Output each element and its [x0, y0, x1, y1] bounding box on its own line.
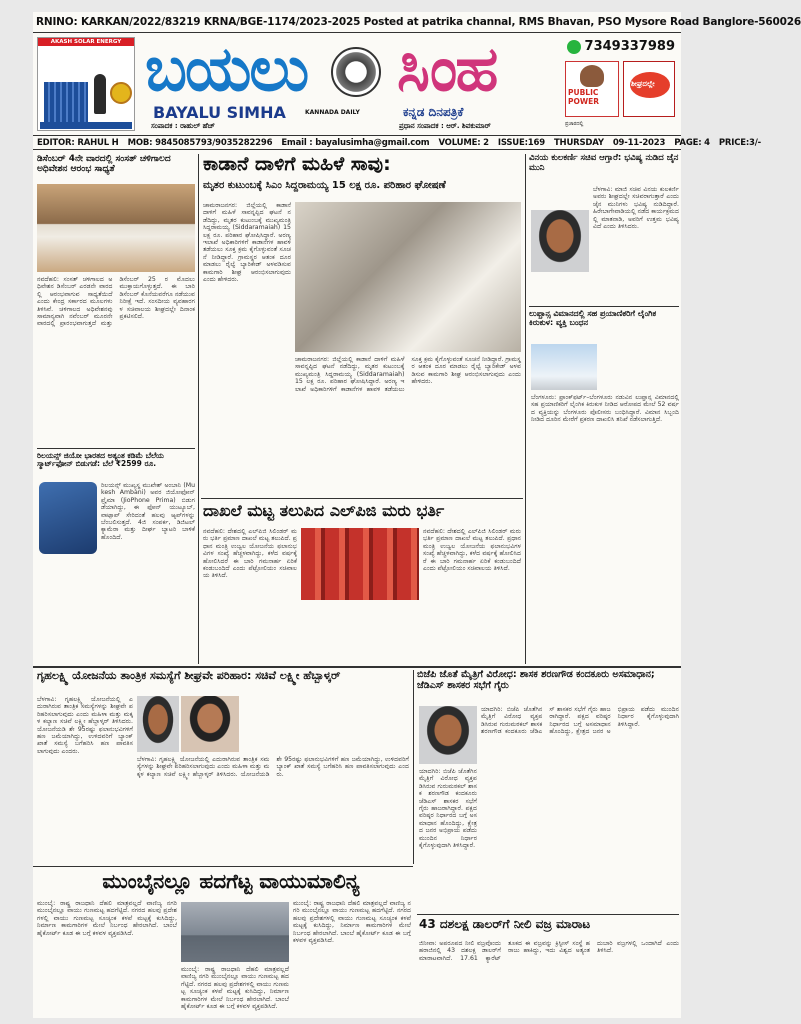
- divider: [33, 866, 413, 867]
- public-power-label: PUBLIC POWER: [568, 88, 600, 106]
- bjp-text-left: ಯಾದಗಿರಿ: ಬಿಜೆಪಿ ಜೊತೆಗಿನ ಮೈತ್ರಿಗೆ ವಿರೋಧ ವ್ಯಕ್ತಪಡಿಸಿರುವ ಗುರುಮಠಕಲ್ ಶಾಸಕ ಶರಣಗೌಡ ಕಂದಕೂರು ಜೆಡಿಎಸ್ ಶಾಸಕರ ಸಭೆಗೆ ಗೈರು ಹಾಜರಾಗಿದ್ದಾರೆ. ಪಕ್ಷದ ವರಿಷ್ಠರ ನಿರ್ಧಾರದ ಬಗ್ಗೆ ಅಸಮಾಧಾನ ಹೊಂದಿದ್ದು, ಕ್ಷೇತ್ರದ ಜನರ ಅಭಿಪ್ರಾಯ ಪಡೆದು ಮುಂದಿನ ನಿರ್ಧಾರ ಕೈಗೊಳ್ಳುವುದಾಗಿ ತಿಳಿಸಿದ್ದಾರೆ.: [419, 768, 477, 850]
- section-rule: [33, 666, 681, 668]
- volume: VOLUME: 2: [438, 137, 489, 148]
- masthead: [33, 32, 681, 136]
- date: 09-11-2023: [612, 137, 666, 148]
- kannada-daily-label: KANNADA DAILY: [305, 109, 360, 116]
- mumbai-text-mid: ಮುಂಬೈ: ರಾಷ್ಟ್ರ ರಾಜಧಾನಿ ದೆಹಲಿ ಮಾತ್ರವಲ್ಲದೆ ವಾಣಿಜ್ಯ ನಗರಿ ಮುಂಬೈನಲ್ಲೂ ವಾಯು ಗುಣಮಟ್ಟ ಹದಗೆಟ್ಟಿದೆ. ನಗರದ ಹಲವು ಪ್ರದೇಶಗಳಲ್ಲಿ ವಾಯು ಗುಣಮಟ್ಟ ಸೂಚ್ಯಂಕ ಕಳಪೆ ಮಟ್ಟಕ್ಕೆ ಕುಸಿದಿದ್ದು, ನಿರ್ಮಾಣ ಕಾಮಗಾರಿಗಳ ಮೇಲೆ ನಿರ್ಬಂಧ ಹೇರಲಾಗಿದೆ. ಬಾಂಬೆ ಹೈಕೋರ್ಟ್ ಕೂಡ ಈ ಬಗ್ಗೆ ಕಳವಳ ವ್ಯಕ್ತಪಡಿಸಿದೆ.: [181, 966, 289, 1011]
- mumbai-text-right: ಮುಂಬೈ: ರಾಷ್ಟ್ರ ರಾಜಧಾನಿ ದೆಹಲಿ ಮಾತ್ರವಲ್ಲದೆ ವಾಣಿಜ್ಯ ನಗರಿ ಮುಂಬೈನಲ್ಲೂ ವಾಯು ಗುಣಮಟ್ಟ ಹದಗೆಟ್ಟಿದೆ. ನಗರದ ಹಲವು ಪ್ರದೇಶಗಳಲ್ಲಿ ವಾಯು ಗುಣಮಟ್ಟ ಸೂಚ್ಯಂಕ ಕಳಪೆ ಮಟ್ಟಕ್ಕೆ ಕುಸಿದಿದ್ದು, ನಿರ್ಮಾಣ ಕಾಮಗಾರಿಗಳ ಮೇಲೆ ನಿರ್ಬಂಧ ಹೇರಲಾಗಿದೆ. ಬಾಂಬೆ ಹೈಕೋರ್ಟ್ ಕೂಡ ಈ ಬಗ್ಗೆ ಕಳವಳ ವ್ಯಕ್ತಪಡಿಸಿದೆ.: [293, 900, 411, 945]
- gruhalakshmi-headline: ಗೃಹಲಕ್ಷ್ಮಿ ಯೋಜನೆಯ ತಾಂತ್ರಿಕ ಸಮಸ್ಯೆಗೆ ಶೀಘ್ರವೇ ಪರಿಹಾರ: ಸಚಿವೆ ಲಕ್ಷ್ಮೀ ಹೆಬ್ಬಾಳ್ಕರ್: [37, 669, 341, 682]
- parliament-text: ನವದೆಹಲಿ: ಸಂಸತ್ ಚಳಿಗಾಲದ ಅಧಿವೇಶನ ಡಿಸೆಂಬರ್ ಎರಡನೇ ವಾರದಲ್ಲಿ ಆರಂಭವಾಗುವ ಸಾಧ್ಯತೆಯಿದೆ ಎಂದು ಕೇಂದ್ರ ಸರ್ಕಾರದ ಮೂಲಗಳು ತಿಳಿಸಿವೆ. ಚಳಿಗಾಲದ ಅಧಿವೇಶನವು ಸಾಮಾನ್ಯವಾಗಿ ನವೆಂಬರ್ ಮೂರನೇ ವಾರದಲ್ಲಿ ಪ್ರಾರಂಭವಾಗುತ್ತದೆ ಮತ್ತು ಡಿಸೆಂಬರ್ 25 ರ ಮೊದಲು ಮುಕ್ತಾಯಗೊಳ್ಳುತ್ತದೆ. ಈ ಬಾರಿ ಡಿಸೆಂಬರ್ ಕೊನೆಯವರೆಗೂ ನಡೆಯುವ ನಿರೀಕ್ಷೆ ಇದೆ. ಸಂಸದೀಯ ವ್ಯವಹಾರಗಳ ಸಚಿವಾಲಯ ಶೀಘ್ರದಲ್ಲೇ ದಿನಾಂಕ ಪ್ರಕಟಿಸಲಿದೆ.: [37, 276, 195, 328]
- jio-headline: ರಿಲಯನ್ಸ್ ಜಿಯೋ ಭಾರತದ ಅತ್ಯಂತ ಕಡಿಮೆ ಬೆಲೆಯ ಸ್ಮಾರ್ಟ್‌ಫೋನ್ ಬಿಡುಗಡೆ: ಬೆಲೆ ₹2599 ರೂ.: [37, 451, 164, 469]
- flight-headline: ಲುಫ್ತಾನ್ಸ ವಿಮಾನದಲ್ಲಿ ಸಹ ಪ್ರಯಾಣಿಕರಿಗೆ ಲೈಂಗಿಕ ಕಿರುಕುಳ: ವ್ಯಕ್ತಿ ಬಂಧನ: [529, 309, 657, 327]
- registration-line: RNINO: KARKAN/2022/83219 KRNA/BGE-1174/2023-2025 Posted at patrika channal, RMS Bhavan, PSO Mysore Road Banglore-560026: [36, 16, 801, 28]
- mla-photo: [419, 706, 477, 764]
- flight-text: ಬೆಂಗಳೂರು: ಫ್ರಾಂಕ್‌ಫರ್ಟ್–ಬೆಂಗಳೂರು ನಡುವಿನ ಲುಫ್ತಾನ್ಸ ವಿಮಾನದಲ್ಲಿ ಸಹ ಪ್ರಯಾಣಿಕರಿಗೆ ಲೈಂಗಿಕ ಕಿರುಕುಳ ನೀಡಿದ ಆರೋಪದ ಮೇಲೆ 52 ವರ್ಷದ ವ್ಯಕ್ತಿಯನ್ನು ಬೆಂಗಳೂರು ಪೊಲೀಸರು ಬಂಧಿಸಿದ್ದಾರೆ. ವಿಮಾನ ಸಿಬ್ಬಂದಿ ನೀಡಿದ ದೂರಿನ ಮೇರೆಗೆ ಪ್ರಕರಣ ದಾಖಲಿಸಿ ತನಿಖೆ ನಡೆಸಲಾಗುತ್ತಿದೆ.: [531, 394, 679, 424]
- divider: [37, 448, 195, 449]
- presenter-photo: [580, 65, 604, 87]
- page-number: PAGE: 4: [674, 137, 710, 148]
- vinay-photo: [531, 210, 589, 272]
- info-bar: [33, 136, 762, 150]
- newspaper-title: [145, 32, 497, 122]
- column-rule: [525, 154, 526, 664]
- price: PRICE:3/-: [718, 137, 762, 148]
- divider: [417, 914, 679, 915]
- coming-soon-label: ಶೀಘ್ರದಲ್ಲೇ: [631, 80, 655, 88]
- title-word-1: ಬಯಲು: [145, 32, 308, 105]
- solar-panel-image: [44, 82, 88, 122]
- column-rule: [198, 154, 199, 664]
- right-ads: [565, 59, 677, 133]
- bjp-text: ಯಾದಗಿರಿ: ಬಿಜೆಪಿ ಜೊತೆಗಿನ ಮೈತ್ರಿಗೆ ವಿರೋಧ ವ್ಯಕ್ತಪಡಿಸಿರುವ ಗುರುಮಠಕಲ್ ಶಾಸಕ ಶರಣಗೌಡ ಕಂದಕೂರು ಜೆಡಿಎಸ್ ಶಾಸಕರ ಸಭೆಗೆ ಗೈರು ಹಾಜರಾಗಿದ್ದಾರೆ. ಪಕ್ಷದ ವರಿಷ್ಠರ ನಿರ್ಧಾರದ ಬಗ್ಗೆ ಅಸಮಾಧಾನ ಹೊಂದಿದ್ದು, ಕ್ಷೇತ್ರದ ಜನರ ಅಭಿಪ್ರಾಯ ಪಡೆದು ಮುಂದಿನ ನಿರ್ಧಾರ ಕೈಗೊಳ್ಳುವುದಾಗಿ ತಿಳಿಸಿದ್ದಾರೆ.: [481, 706, 679, 736]
- lpg-text-continued: ನವದೆಹಲಿ: ದೇಶದಲ್ಲಿ ಎಲ್‌ಪಿಜಿ ಸಿಲಿಂಡರ್ ಮರು ಭರ್ತಿ ಪ್ರಮಾಣ ದಾಖಲೆ ಮಟ್ಟ ತಲುಪಿದೆ. ಪ್ರಧಾನ ಮಂತ್ರಿ ಉಜ್ವಲ ಯೋಜನೆಯ ಫಲಾನುಭವಿಗಳ ಸಂಖ್ಯೆ ಹೆಚ್ಚಳವಾಗಿದ್ದು, ಕಳೆದ ವರ್ಷಕ್ಕೆ ಹೋಲಿಸಿದರೆ ಈ ಬಾರಿ ಗಮನಾರ್ಹ ಏರಿಕೆ ಕಂಡುಬಂದಿದೆ ಎಂದು ಪೆಟ್ರೋಲಿಯಂ ಸಚಿವಾಲಯ ತಿಳಿಸಿದೆ.: [423, 528, 521, 573]
- whatsapp-icon: [567, 40, 581, 54]
- diamond-headline: 43 ದಶಲಕ್ಷ ಡಾಲರ್‌ಗೆ ನೀಲಿ ವಜ್ರ ಮಾರಾಟ: [419, 917, 591, 931]
- vinay-text: ಬೆಳಗಾವಿ: ಮಾಜಿ ಸಚಿವ ವಿನಯ ಕುಲಕರ್ಣಿ ಅವರು ಶೀಘ್ರದಲ್ಲೇ ಸಚಿವರಾಗುತ್ತಾರೆ ಎಂದು ಜೈನ ಮುನಿಗಳು ಭವಿಷ್ಯ ನುಡಿದಿದ್ದಾರೆ. ಹಿರೇಬಾಗೇವಾಡಿಯಲ್ಲಿ ನಡೆದ ಕಾರ್ಯಕ್ರಮದಲ್ಲಿ ಮಾತನಾಡಿ, ಅವರಿಗೆ ಉತ್ತಮ ಭವಿಷ್ಯವಿದೆ ಎಂದು ತಿಳಿಸಿದರು.: [593, 186, 679, 231]
- minister-photo: [181, 696, 239, 752]
- warranty-badge: [110, 82, 132, 104]
- official-photo: [137, 696, 179, 752]
- lead-text-continued: ಚಾಮರಾಜನಗರ: ಜಿಲ್ಲೆಯಲ್ಲಿ ಕಾಡಾನೆ ದಾಳಿಗೆ ಮಹಿಳೆ ಸಾವನ್ನಪ್ಪಿದ ಘಟನೆ ನಡೆದಿದ್ದು, ಮೃತರ ಕುಟುಂಬಕ್ಕೆ ಮುಖ್ಯಮಂತ್ರಿ ಸಿದ್ದರಾಮಯ್ಯ (Siddaramaiah) 15 ಲಕ್ಷ ರೂ. ಪರಿಹಾರ ಘೋಷಿಸಿದ್ದಾರೆ. ಅರಣ್ಯ ಇಲಾಖೆ ಅಧಿಕಾರಿಗಳಿಗೆ ಕಾಡಾನೆಗಳ ಹಾವಳಿ ತಡೆಯಲು ಸೂಕ್ತ ಕ್ರಮ ಕೈಗೊಳ್ಳುವಂತೆ ಸೂಚನೆ ನೀಡಿದ್ದಾರೆ. ಗ್ರಾಮಸ್ಥರ ಆತಂಕ ದೂರ ಮಾಡಲು ರೈಲ್ವೆ ಬ್ಯಾರಿಕೇಡ್ ಅಳವಡಿಸುವ ಕಾಮಗಾರಿ ಶೀಘ್ರ ಆರಂಭಿಸಲಾಗುವುದು ಎಂದು ಹೇಳಿದರು.: [295, 356, 521, 393]
- bjp-headline: ಬಿಜೆಪಿ ಜೊತೆ ಮೈತ್ರಿಗೆ ವಿರೋಧ: ಶಾಸಕ ಶರಣಗೌಡ ಕಂದಕೂರು ಅಸಮಾಧಾನ; ಜೆಡಿಎಸ್ ಶಾಸಕರ ಸಭೆಗೆ ಗೈರು: [417, 669, 655, 691]
- divider: [201, 498, 523, 499]
- mumbai-smog-photo: [181, 902, 289, 962]
- lead-text: ಚಾಮರಾಜನಗರ: ಜಿಲ್ಲೆಯಲ್ಲಿ ಕಾಡಾನೆ ದಾಳಿಗೆ ಮಹಿಳೆ ಸಾವನ್ನಪ್ಪಿದ ಘಟನೆ ನಡೆದಿದ್ದು, ಮೃತರ ಕುಟುಂಬಕ್ಕೆ ಮುಖ್ಯಮಂತ್ರಿ ಸಿದ್ದರಾಮಯ್ಯ (Siddaramaiah) 15 ಲಕ್ಷ ರೂ. ಪರಿಹಾರ ಘೋಷಿಸಿದ್ದಾರೆ. ಅರಣ್ಯ ಇಲಾಖೆ ಅಧಿಕಾರಿಗಳಿಗೆ ಕಾಡಾನೆಗಳ ಹಾವಳಿ ತಡೆಯಲು ಸೂಕ್ತ ಕ್ರಮ ಕೈಗೊಳ್ಳುವಂತೆ ಸೂಚನೆ ನೀಡಿದ್ದಾರೆ. ಗ್ರಾಮಸ್ಥರ ಆತಂಕ ದೂರ ಮಾಡಲು ರೈಲ್ವೆ ಬ್ಯಾರಿಕೇಡ್ ಅಳವಡಿಸುವ ಕಾಮಗಾರಿ ಶೀಘ್ರ ಆರಂಭಿಸಲಾಗುವುದು ಎಂದು ಹೇಳಿದರು.: [203, 202, 291, 284]
- issue: ISSUE:169: [497, 137, 545, 148]
- lead-photo: [295, 202, 521, 352]
- person-figure: [94, 74, 106, 114]
- subtitle-kannada: ಕನ್ನಡ ದಿನಪತ್ರಿಕೆ: [403, 105, 464, 119]
- lead-subheadline: ಮೃತರ ಕುಟುಂಬಕ್ಕೆ ಸಿಎಂ ಸಿದ್ದರಾಮಯ್ಯ 15 ಲಕ್ಷ ರೂ. ಪರಿಹಾರ ಘೋಷಣೆ: [203, 180, 446, 191]
- editor-credit: ಸಂಪಾದಕ : ರಾಹುಲ್ ಹೆಚ್: [151, 122, 215, 130]
- gruhalakshmi-text-continued: ಬೆಳಗಾವಿ: ಗೃಹಲಕ್ಷ್ಮಿ ಯೋಜನೆಯಲ್ಲಿ ಎದುರಾಗಿರುವ ತಾಂತ್ರಿಕ ಸಮಸ್ಯೆಗಳನ್ನು ಶೀಘ್ರವೇ ಪರಿಹರಿಸಲಾಗುವುದು ಎಂದು ಮಹಿಳಾ ಮತ್ತು ಮಕ್ಕಳ ಕಲ್ಯಾಣ ಸಚಿವೆ ಲಕ್ಷ್ಮೀ ಹೆಬ್ಬಾಳ್ಕರ್ ತಿಳಿಸಿದರು. ಯೋಜನೆಯಡಿ ಶೇ 95ರಷ್ಟು ಫಲಾನುಭವಿಗಳಿಗೆ ಹಣ ಜಮೆಯಾಗಿದ್ದು, ಉಳಿದವರಿಗೆ ಬ್ಯಾಂಕ್ ಖಾತೆ ಸಮಸ್ಯೆ ಬಗೆಹರಿಸಿ ಹಣ ಪಾವತಿಸಲಾಗುವುದು ಎಂದರು.: [137, 756, 409, 778]
- lion-emblem-icon: [331, 47, 381, 97]
- mobile: MOB: 9845085793/9035282296: [127, 137, 273, 148]
- mumbai-headline: ಮುಂಬೈನಲ್ಲೂ ಹದಗೆಟ್ಟ ವಾಯುಮಾಲಿನ್ಯ: [102, 869, 360, 893]
- email: Email : bayalusimha@gmail.com: [281, 137, 430, 148]
- jio-text: ರಿಲಯನ್ಸ್ ಮುಖ್ಯಸ್ಥ ಮುಖೇಶ್ ಅಂಬಾನಿ (Mukesh Ambani) ಅವರ ಜಿಯೋಫೋನ್ ಪ್ರೈಮಾ (JioPhone Prima) ಬಿಡುಗಡೆಯಾಗಿದ್ದು, ಈ ಫೋನ್ ಯುಟ್ಯೂಬ್, ವಾಟ್ಸಾಪ್ ಸೇರಿದಂತೆ ಹಲವು ಆ್ಯಪ್‌ಗಳನ್ನು ಬೆಂಬಲಿಸುತ್ತದೆ. 4ಜಿ ಸಂಪರ್ಕ, ಡಿಜಿಟಲ್ ಕ್ಯಾಮೆರಾ ಮತ್ತು ದೀರ್ಘ ಬ್ಯಾಟರಿ ಬಾಳಿಕೆ ಹೊಂದಿದೆ.: [101, 482, 195, 541]
- column-rule: [413, 670, 414, 864]
- lpg-headline: ದಾಖಲೆ ಮಟ್ಟ ತಲುಪಿದ ಎಲ್‌ಪಿಜಿ ಮರು ಭರ್ತಿ: [203, 501, 445, 520]
- chief-editor-credit: ಪ್ರಧಾನ ಸಂಪಾದಕ : ಆರ್. ಶಿವಕುಮಾರ್: [399, 122, 491, 130]
- parliament-headline: ಡಿಸೆಂಬರ್ 4ನೇ ವಾರದಲ್ಲಿ ಸಂಸತ್ ಚಳಿಗಾಲದ ಅಧಿವೇಶನ ಆರಂಭ ಸಾಧ್ಯತೆ: [37, 154, 171, 175]
- ads-caption: ಪ್ರಚಾರದಲ್ಲಿ: [565, 121, 584, 127]
- airplane-photo: [531, 344, 597, 390]
- title-english: BAYALU SIMHA: [153, 103, 286, 122]
- public-power-ad: [565, 61, 619, 117]
- vinay-headline: ವಿನಯ ಕುಲಕರ್ಣಿ ಸಚಿವ ಆಗ್ತಾರೆ: ಭವಿಷ್ಯ ನುಡಿದ ಜೈನ ಮುನಿ: [529, 153, 679, 173]
- lpg-cylinders-photo: [301, 528, 419, 600]
- lead-headline: ಕಾಡಾನೆ ದಾಳಿಗೆ ಮಹಿಳೆ ಸಾವು:: [203, 153, 391, 175]
- title-word-2: ಸಿಂಹ: [397, 32, 497, 105]
- newspaper-page: [33, 12, 801, 1018]
- editor-en: EDITOR: RAHUL H: [37, 137, 119, 148]
- whatsapp-phone: [567, 39, 675, 54]
- parliament-photo: [37, 184, 195, 272]
- phone-number: 7349337989: [584, 39, 675, 54]
- diamond-text: ಜಿನೀವಾ: ಅಪರೂಪದ ನೀಲಿ ವಜ್ರವೊಂದು ಹರಾಜಿನಲ್ಲಿ 43 ದಶಲಕ್ಷ ಡಾಲರ್‌ಗೆ ಮಾರಾಟವಾಗಿದೆ. 17.61 ಕ್ಯಾರೆಟ್ ತೂಕದ ಈ ವಜ್ರವನ್ನು ಕ್ರಿಸ್ಟೀಸ್ ಸಂಸ್ಥೆ ಹರಾಜು ಹಾಕಿದ್ದು, ಇದು ವಿಶ್ವದ ಅತ್ಯಂತ ದುಬಾರಿ ವಜ್ರಗಳಲ್ಲಿ ಒಂದಾಗಿದೆ ಎಂದು ತಿಳಿಸಿದೆ.: [419, 940, 679, 962]
- divider: [529, 306, 679, 307]
- solar-ad: [37, 37, 135, 131]
- lpg-text: ನವದೆಹಲಿ: ದೇಶದಲ್ಲಿ ಎಲ್‌ಪಿಜಿ ಸಿಲಿಂಡರ್ ಮರು ಭರ್ತಿ ಪ್ರಮಾಣ ದಾಖಲೆ ಮಟ್ಟ ತಲುಪಿದೆ. ಪ್ರಧಾನ ಮಂತ್ರಿ ಉಜ್ವಲ ಯೋಜನೆಯ ಫಲಾನುಭವಿಗಳ ಸಂಖ್ಯೆ ಹೆಚ್ಚಳವಾಗಿದ್ದು, ಕಳೆದ ವರ್ಷಕ್ಕೆ ಹೋಲಿಸಿದರೆ ಈ ಬಾರಿ ಗಮನಾರ್ಹ ಏರಿಕೆ ಕಂಡುಬಂದಿದೆ ಎಂದು ಪೆಟ್ರೋಲಿಯಂ ಸಚಿವಾಲಯ ತಿಳಿಸಿದೆ.: [203, 528, 297, 580]
- coming-soon-ad: [623, 61, 675, 117]
- solar-ad-title: AKASH SOLAR ENERGY: [38, 38, 134, 46]
- gruhalakshmi-text: ಬೆಳಗಾವಿ: ಗೃಹಲಕ್ಷ್ಮಿ ಯೋಜನೆಯಲ್ಲಿ ಎದುರಾಗಿರುವ ತಾಂತ್ರಿಕ ಸಮಸ್ಯೆಗಳನ್ನು ಶೀಘ್ರವೇ ಪರಿಹರಿಸಲಾಗುವುದು ಎಂದು ಮಹಿಳಾ ಮತ್ತು ಮಕ್ಕಳ ಕಲ್ಯಾಣ ಸಚಿವೆ ಲಕ್ಷ್ಮೀ ಹೆಬ್ಬಾಳ್ಕರ್ ತಿಳಿಸಿದರು. ಯೋಜನೆಯಡಿ ಶೇ 95ರಷ್ಟು ಫಲಾನುಭವಿಗಳಿಗೆ ಹಣ ಜಮೆಯಾಗಿದ್ದು, ಉಳಿದವರಿಗೆ ಬ್ಯಾಂಕ್ ಖಾತೆ ಸಮಸ್ಯೆ ಬಗೆಹರಿಸಿ ಹಣ ಪಾವತಿಸಲಾಗುವುದು ಎಂದರು.: [37, 696, 133, 755]
- jio-phone-image: [39, 482, 97, 554]
- weekday: THURSDAY: [553, 137, 604, 148]
- mumbai-text: ಮುಂಬೈ: ರಾಷ್ಟ್ರ ರಾಜಧಾನಿ ದೆಹಲಿ ಮಾತ್ರವಲ್ಲದೆ ವಾಣಿಜ್ಯ ನಗರಿ ಮುಂಬೈನಲ್ಲೂ ವಾಯು ಗುಣಮಟ್ಟ ಹದಗೆಟ್ಟಿದೆ. ನಗರದ ಹಲವು ಪ್ರದೇಶಗಳಲ್ಲಿ ವಾಯು ಗುಣಮಟ್ಟ ಸೂಚ್ಯಂಕ ಕಳಪೆ ಮಟ್ಟಕ್ಕೆ ಕುಸಿದಿದ್ದು, ನಿರ್ಮಾಣ ಕಾಮಗಾರಿಗಳ ಮೇಲೆ ನಿರ್ಬಂಧ ಹೇರಲಾಗಿದೆ. ಬಾಂಬೆ ಹೈಕೋರ್ಟ್ ಕೂಡ ಈ ಬಗ್ಗೆ ಕಳವಳ ವ್ಯಕ್ತಪಡಿಸಿದೆ.: [37, 900, 177, 937]
- ad-phone-strip: [40, 122, 132, 129]
